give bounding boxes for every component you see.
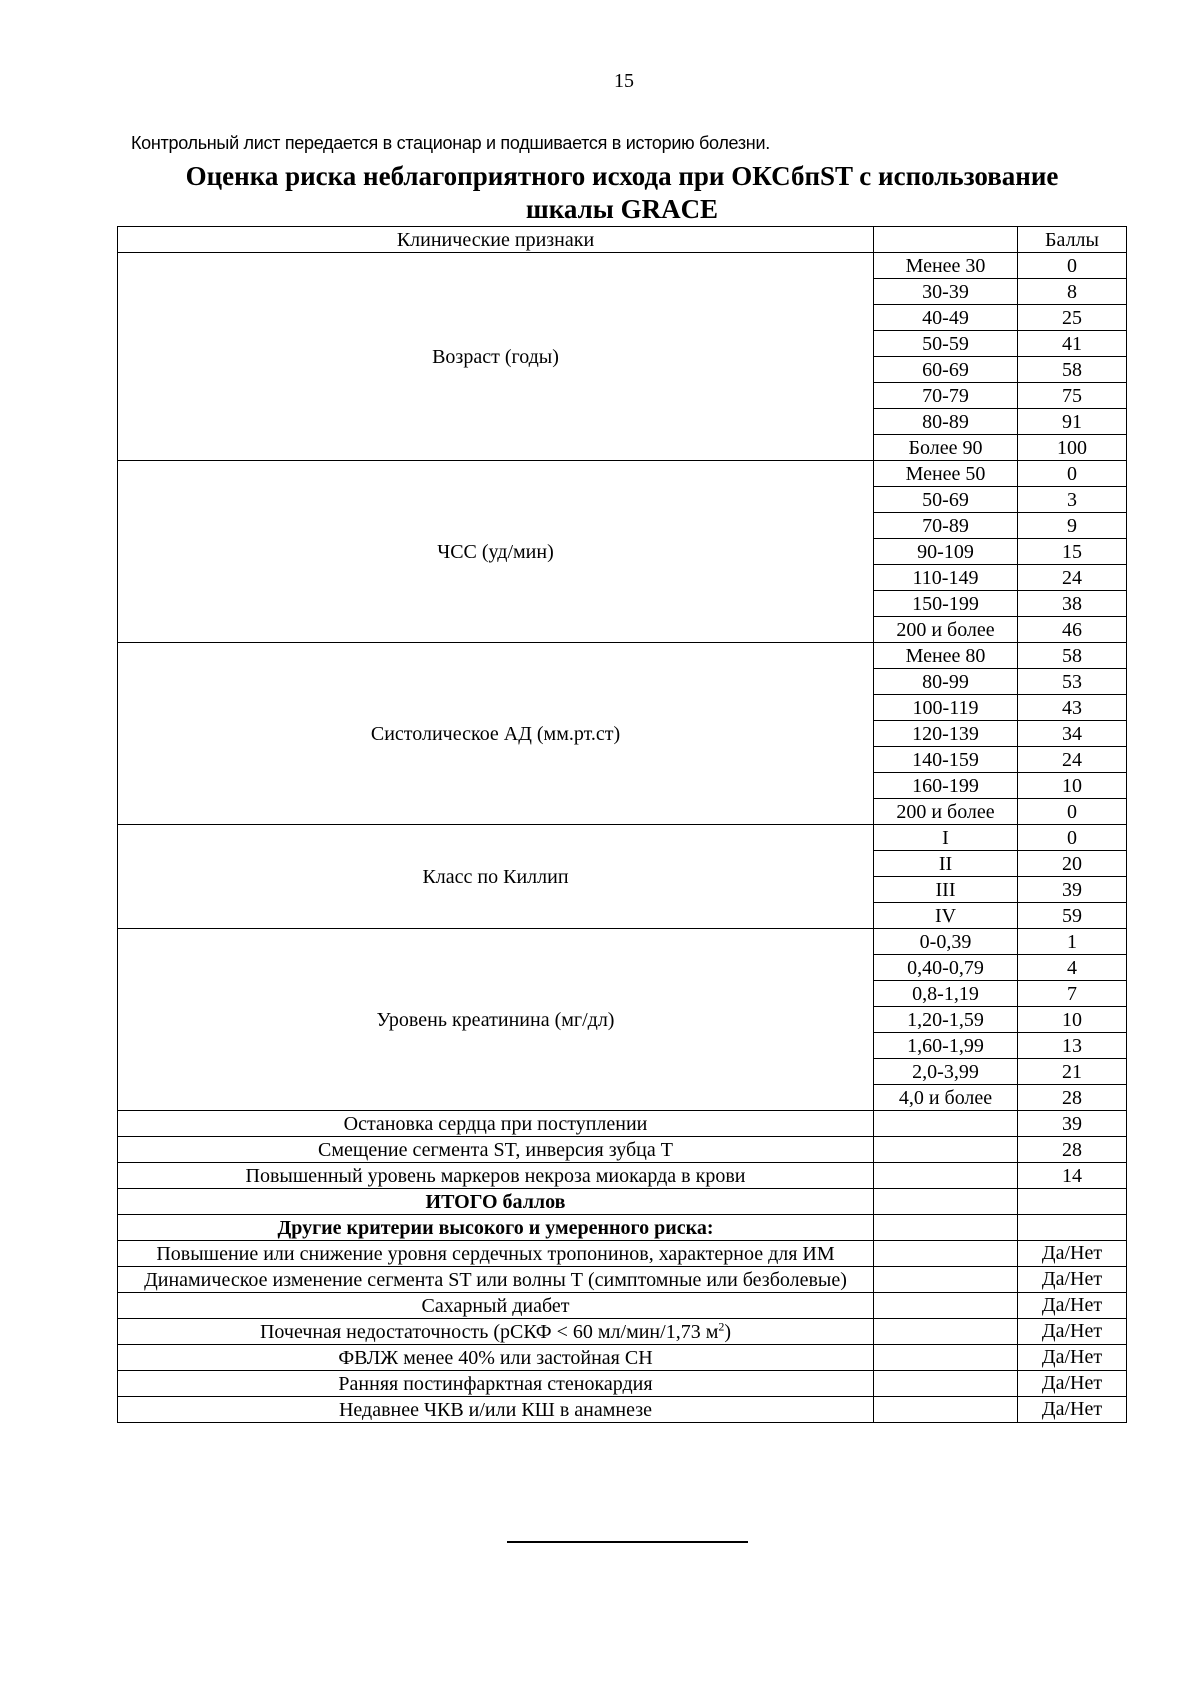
table-row: [118, 1267, 1127, 1293]
points-cell: 46: [1018, 617, 1127, 643]
criterion-label: [118, 1345, 874, 1371]
points-cell: 1: [1018, 929, 1127, 955]
group-label: Систолическое АД (мм.рт.ст): [118, 643, 874, 825]
answer-cell: Да/Нет: [1018, 1319, 1127, 1345]
points-cell: 58: [1018, 643, 1127, 669]
range-cell: I: [874, 825, 1018, 851]
range-cell: 140-159: [874, 747, 1018, 773]
empty-points-cell: [1018, 1215, 1127, 1241]
points-cell: 39: [1018, 877, 1127, 903]
range-cell: 0-0,39: [874, 929, 1018, 955]
answer-cell: Да/Нет: [1018, 1371, 1127, 1397]
range-cell: 70-79: [874, 383, 1018, 409]
group-label: Уровень креатинина (мг/дл): [118, 929, 874, 1111]
page-number: 15: [614, 70, 634, 92]
table-row: [118, 461, 1127, 487]
answer-cell: Да/Нет: [1018, 1267, 1127, 1293]
table-row: [118, 1397, 1127, 1423]
criterion-text: Сахарный диабет: [421, 1294, 570, 1317]
points-cell: 59: [1018, 903, 1127, 929]
table-row: [118, 1189, 1127, 1215]
answer-cell: Да/Нет: [1018, 1397, 1127, 1423]
header-range: [874, 227, 1018, 253]
empty-range-cell: [874, 1267, 1018, 1293]
group-label: Возраст (годы): [118, 253, 874, 461]
range-cell: Менее 50: [874, 461, 1018, 487]
points-cell: 38: [1018, 591, 1127, 617]
table-row: [118, 1215, 1127, 1241]
criterion-label: [118, 1241, 874, 1267]
range-cell: 1,20-1,59: [874, 1007, 1018, 1033]
points-cell: 4: [1018, 955, 1127, 981]
empty-range-cell: [874, 1293, 1018, 1319]
range-cell: Менее 80: [874, 643, 1018, 669]
criterion-text: Повышение или снижение уровня сердечных тропонинов, характерное для ИМ: [156, 1242, 835, 1265]
range-cell: 160-199: [874, 773, 1018, 799]
criterion-label: [118, 1293, 874, 1319]
table-header-row: [118, 227, 1127, 253]
table-row: [118, 929, 1127, 955]
points-cell: 24: [1018, 747, 1127, 773]
other-criteria-label: Другие критерии высокого и умеренного риска:: [118, 1215, 874, 1241]
range-cell: 60-69: [874, 357, 1018, 383]
criterion-superscript: 2: [718, 1318, 725, 1333]
points-cell: 34: [1018, 721, 1127, 747]
factor-label: Остановка сердца при поступлении: [118, 1111, 874, 1137]
points-cell: 100: [1018, 435, 1127, 461]
points-cell: 0: [1018, 253, 1127, 279]
criterion-text-end: ): [724, 1320, 732, 1343]
title-line-1: Оценка риска неблагоприятного исхода при ОКСбпST с использование: [185, 161, 1059, 191]
points-cell: 21: [1018, 1059, 1127, 1085]
points-cell: 41: [1018, 331, 1127, 357]
range-cell: 0,40-0,79: [874, 955, 1018, 981]
table-row: [118, 825, 1127, 851]
points-cell: 13: [1018, 1033, 1127, 1059]
points-cell: 25: [1018, 305, 1127, 331]
empty-range-cell: [874, 1397, 1018, 1423]
group-label: Класс по Киллип: [118, 825, 874, 929]
table-row: [118, 1137, 1127, 1163]
points-cell: 10: [1018, 1007, 1127, 1033]
criterion-label: [118, 1371, 874, 1397]
criterion-text: Почечная недостаточность (рСКФ < 60 мл/мин/1,73 м: [259, 1320, 719, 1343]
answer-cell: Да/Нет: [1018, 1293, 1127, 1319]
points-cell: 53: [1018, 669, 1127, 695]
factor-label: Смещение сегмента ST, инверсия зубца T: [118, 1137, 874, 1163]
range-cell: II: [874, 851, 1018, 877]
range-cell: 50-69: [874, 487, 1018, 513]
range-cell: 80-89: [874, 409, 1018, 435]
answer-cell: Да/Нет: [1018, 1241, 1127, 1267]
range-cell: 80-99: [874, 669, 1018, 695]
criterion-text: Недавнее ЧКВ и/или КШ в анамнезе: [338, 1398, 652, 1421]
points-cell: 10: [1018, 773, 1127, 799]
header-points: Баллы: [1018, 227, 1127, 253]
table-row: [118, 1345, 1127, 1371]
empty-range-cell: [874, 1345, 1018, 1371]
points-cell: 91: [1018, 409, 1127, 435]
empty-range-cell: [874, 1189, 1018, 1215]
points-cell: 15: [1018, 539, 1127, 565]
range-cell: 120-139: [874, 721, 1018, 747]
table-row: [118, 1371, 1127, 1397]
criterion-text: Ранняя постинфарктная стенокардия: [338, 1372, 653, 1395]
range-cell: 40-49: [874, 305, 1018, 331]
total-label: ИТОГО баллов: [118, 1189, 874, 1215]
points-cell: 0: [1018, 461, 1127, 487]
group-label: ЧСС (уд/мин): [118, 461, 874, 643]
points-cell: 28: [1018, 1137, 1127, 1163]
page-title: [118, 160, 1126, 226]
table-row: [118, 1319, 1127, 1345]
points-cell: 8: [1018, 279, 1127, 305]
empty-range-cell: [874, 1241, 1018, 1267]
grace-score-table: [117, 226, 1127, 1423]
range-cell: 1,60-1,99: [874, 1033, 1018, 1059]
table-row: [118, 1293, 1127, 1319]
answer-cell: Да/Нет: [1018, 1345, 1127, 1371]
handover-note: Контрольный лист передается в стационар и подшивается в историю болезни.: [131, 133, 770, 153]
table-row: [118, 1163, 1127, 1189]
empty-range-cell: [874, 1111, 1018, 1137]
range-cell: Более 90: [874, 435, 1018, 461]
table-row: [118, 253, 1127, 279]
points-cell: 3: [1018, 487, 1127, 513]
points-cell: 39: [1018, 1111, 1127, 1137]
range-cell: 110-149: [874, 565, 1018, 591]
empty-range-cell: [874, 1371, 1018, 1397]
points-cell: 58: [1018, 357, 1127, 383]
bottom-divider: [507, 1541, 748, 1543]
range-cell: 200 и более: [874, 617, 1018, 643]
range-cell: 2,0-3,99: [874, 1059, 1018, 1085]
range-cell: 100-119: [874, 695, 1018, 721]
range-cell: 90-109: [874, 539, 1018, 565]
factor-label: Повышенный уровень маркеров некроза миокарда в крови: [118, 1163, 874, 1189]
points-cell: 7: [1018, 981, 1127, 1007]
points-cell: 0: [1018, 799, 1127, 825]
table-row: [118, 1111, 1127, 1137]
criterion-label: [118, 1319, 874, 1345]
points-cell: 9: [1018, 513, 1127, 539]
empty-range-cell: [874, 1215, 1018, 1241]
range-cell: 0,8-1,19: [874, 981, 1018, 1007]
criterion-text: Динамическое изменение сегмента ST или волны Т (симптомные или безболевые): [144, 1268, 847, 1291]
title-line-2: шкалы GRACE: [525, 194, 719, 224]
criterion-label: [118, 1397, 874, 1423]
points-cell: 14: [1018, 1163, 1127, 1189]
points-cell: 0: [1018, 825, 1127, 851]
range-cell: 70-89: [874, 513, 1018, 539]
empty-range-cell: [874, 1319, 1018, 1345]
table-row: [118, 1241, 1127, 1267]
empty-range-cell: [874, 1137, 1018, 1163]
points-cell: 20: [1018, 851, 1127, 877]
points-cell: 43: [1018, 695, 1127, 721]
points-cell: 28: [1018, 1085, 1127, 1111]
range-cell: III: [874, 877, 1018, 903]
header-signs: Клинические признаки: [118, 227, 874, 253]
points-cell: 75: [1018, 383, 1127, 409]
range-cell: 150-199: [874, 591, 1018, 617]
range-cell: 200 и более: [874, 799, 1018, 825]
grace-table-body: [118, 227, 1127, 1423]
table-row: [118, 643, 1127, 669]
criterion-text: ФВЛЖ менее 40% или застойная СН: [338, 1346, 653, 1369]
range-cell: 50-59: [874, 331, 1018, 357]
range-cell: IV: [874, 903, 1018, 929]
range-cell: 30-39: [874, 279, 1018, 305]
range-cell: 4,0 и более: [874, 1085, 1018, 1111]
points-cell: 24: [1018, 565, 1127, 591]
empty-points-cell: [1018, 1189, 1127, 1215]
criterion-label: [118, 1267, 874, 1293]
range-cell: Менее 30: [874, 253, 1018, 279]
empty-range-cell: [874, 1163, 1018, 1189]
